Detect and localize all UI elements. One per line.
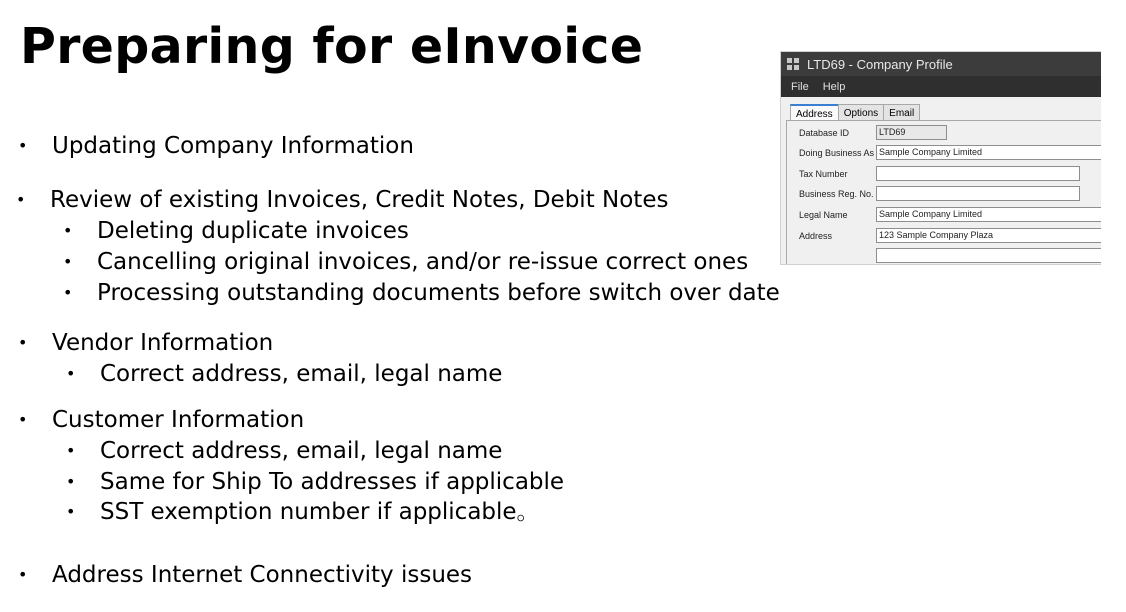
tab-options[interactable]: Options <box>838 104 884 122</box>
bullet-text: Vendor Information <box>52 330 274 356</box>
address-panel <box>786 120 1101 264</box>
bullet-dot-icon: • <box>18 410 28 429</box>
bullet-text: Correct address, email, legal name <box>100 438 503 464</box>
bullet-dot-icon: • <box>66 502 76 521</box>
bullet-text: Address Internet Connectivity issues <box>52 562 473 588</box>
company-profile-screenshot <box>780 51 1101 265</box>
bullet-text: Updating Company Information <box>52 133 414 159</box>
tab-address[interactable]: Address <box>790 104 839 124</box>
bullet-text: Processing outstanding documents before switch over date <box>97 280 780 306</box>
menu-file[interactable]: File <box>791 80 809 93</box>
tab-email[interactable]: Email <box>883 104 920 122</box>
app-icon <box>787 58 799 70</box>
legal-name-label: Legal Name <box>799 210 848 220</box>
doing-business-as-label: Doing Business As <box>799 148 875 158</box>
address-line-2-field[interactable] <box>876 248 1101 263</box>
bullet-dot-icon: • <box>16 190 26 209</box>
bullet-dot-icon: • <box>63 283 73 302</box>
tax-number-field[interactable] <box>876 166 1080 181</box>
bullet-text: Correct address, email, legal name <box>100 361 503 387</box>
bullet-text: Customer Information <box>52 407 305 433</box>
bullet-dot-icon: • <box>18 136 28 155</box>
doing-business-as-field[interactable]: Sample Company Limited <box>876 145 1101 160</box>
bullet-dot-icon: • <box>18 333 28 352</box>
address-label: Address <box>799 231 833 241</box>
business-reg-no-field[interactable] <box>876 186 1080 201</box>
tax-number-label: Tax Number <box>799 169 848 179</box>
bullet-text: SST exemption number if applicable。 <box>100 499 540 525</box>
bullet-dot-icon: • <box>66 364 76 383</box>
bullet-dot-icon: • <box>63 252 73 271</box>
menu-bar <box>781 76 1101 97</box>
bullet-text: Review of existing Invoices, Credit Notes, Debit Notes <box>50 187 669 213</box>
bullet-text: Same for Ship To addresses if applicable <box>100 469 565 495</box>
bullet-text: Cancelling original invoices, and/or re-issue correct ones <box>97 249 749 275</box>
bullet-dot-icon: • <box>18 565 28 584</box>
bullet-text: Deleting duplicate invoices <box>97 218 409 244</box>
bullet-dot-icon: • <box>66 441 76 460</box>
database-id-label: Database ID <box>799 128 850 138</box>
slide-title: Preparing for eInvoice <box>20 18 644 75</box>
address-line-1-field[interactable]: 123 Sample Company Plaza <box>876 228 1101 243</box>
menu-help[interactable]: Help <box>822 80 846 93</box>
database-id-field[interactable]: LTD69 <box>876 125 947 140</box>
bullet-dot-icon: • <box>63 221 73 240</box>
legal-name-field[interactable]: Sample Company Limited <box>876 207 1101 222</box>
window-title: LTD69 - Company Profile <box>807 56 953 72</box>
window-titlebar <box>781 52 1101 76</box>
business-reg-no-label: Business Reg. No. <box>799 189 874 199</box>
bullet-dot-icon: • <box>66 472 76 491</box>
